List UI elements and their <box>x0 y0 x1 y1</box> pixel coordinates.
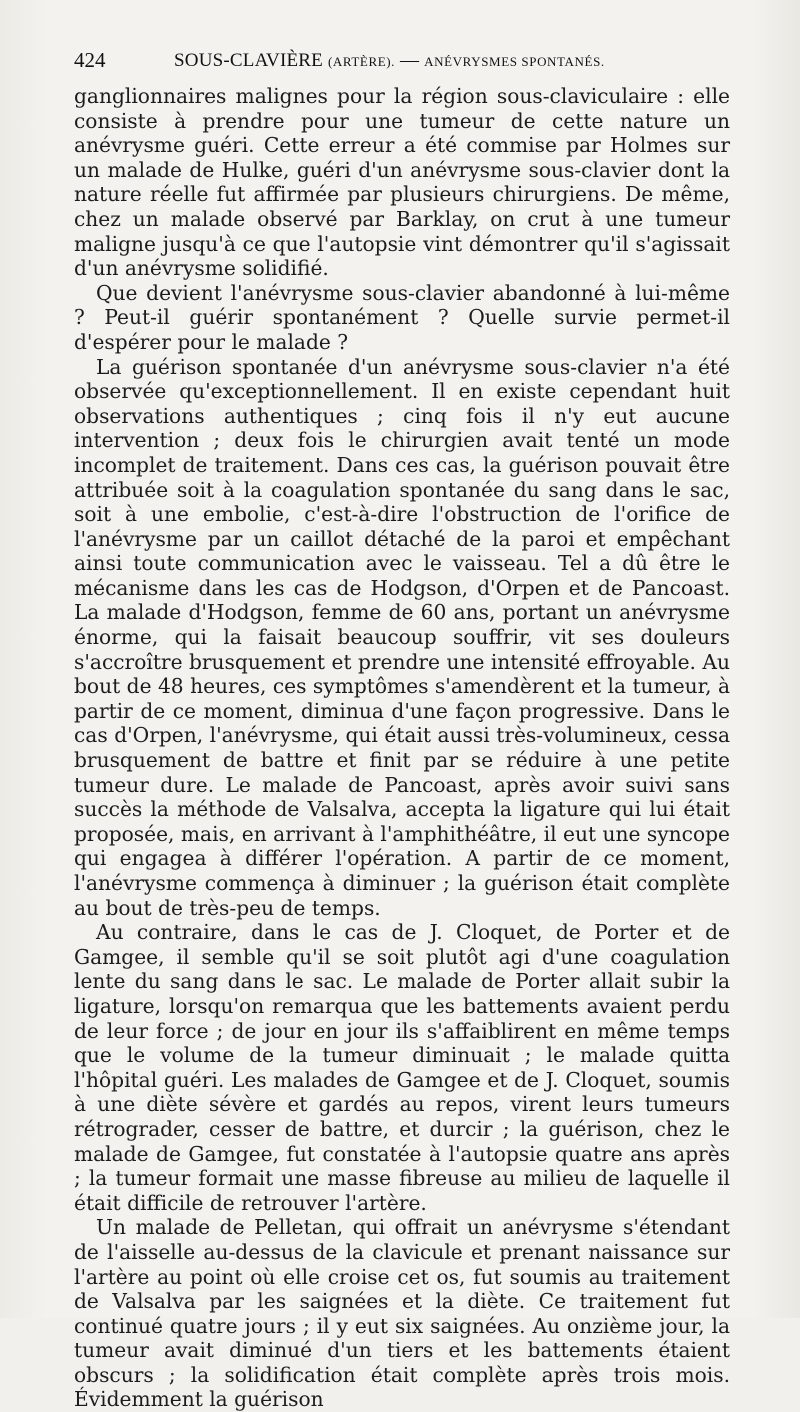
title-paren: (ARTÈRE). <box>327 54 396 69</box>
paragraph: Que devient l'anévrysme sous-clavier abandonné à lui-même ? Peut-il guérir spontanément ? Quelle survie permet-il d'espérer pour le malade ? <box>74 280 730 354</box>
running-header <box>74 48 730 76</box>
running-title <box>174 50 605 72</box>
page-number: 424 <box>74 48 106 72</box>
body-text <box>74 84 730 1412</box>
paragraph-continued: ganglionnaires malignes pour la région sous-claviculaire : elle consiste à prendre pour une tumeur de cette nature un anévrysme guéri. Cette erreur a été commise par Holmes sur un malade de Hulke, guéri d'un anévrysme sous-clavier dont la nature réelle fut affirmée par plusieurs chirurgiens. De même, chez un malade observé par Barklay, on crut à une tumeur maligne jusqu'à ce que l'autopsie vint démontrer qu'il s'agissait d'un anévrysme solidifié. <box>74 84 730 281</box>
paragraph: Un malade de Pelletan, qui offrait un anévrysme s'étendant de l'aisselle au-dessus de la clavicule et prenant naissance sur l'artère au point où elle croise cet os, fut soumis au traitement de Valsalva par les saignées et la diète. Ce traitement fut continué quatre jours ; il y eut six saignées. Au onzième jour, la tumeur avait diminué d'un tiers et les battements étaient obscurs ; la solidification était complète après trois mois. Évidemment la guérison <box>74 1215 730 1412</box>
title-main: SOUS-CLAVIÈRE <box>174 50 323 71</box>
paragraph: Au contraire, dans le cas de J. Cloquet, de Porter et de Gamgee, il semble qu'il se soit plutôt agi d'une coagulation lente du sang dans le sac. Le malade de Porter allait subir la ligature, lorsqu'on remarqua que les battements avaient perdu de leur force ; de jour en jour ils s'affaiblirent en même temps que le volume de la tumeur diminuait ; le malade quitta l'hôpital guéri. Les malades de Gamgee et de J. Cloquet, soumis à une diète sévère et gardés au repos, virent leurs tumeurs rétrograder, cesser de battre, et durcir ; la guérison, chez le malade de Gamgee, fut constatée à l'autopsie quatre ans après ; la tumeur formait une masse fibreuse au milieu de laquelle il était difficile de retrouver l'artère. <box>74 920 730 1215</box>
paragraph: La guérison spontanée d'un anévrysme sous-clavier n'a été observée qu'exceptionnellement. Il en existe cependant huit observations authentiques ; cinq fois il n'y eut aucune intervention ; deux fois le chirurgien avait tenté un mode incomplet de traitement. Dans ces cas, la guérison pouvait être attribuée soit à la coagulation spontanée du sang dans le sac, soit à une embolie, c'est-à-dire l'obstruction de l'orifice de l'anévrysme par un caillot détaché de la paroi et empêchant ainsi toute communication avec le vaisseau. Tel a dû être le mécanisme dans les cas de Hodgson, d'Orpen et de Pancoast. La malade d'Hodgson, femme de 60 ans, portant un anévrysme énorme, qui la faisait beaucoup souffrir, vit ses douleurs s'accroître brusquement et prendre une intensité effroyable. Au bout de 48 heures, ces symptômes s'amendèrent et la tumeur, à partir de ce moment, diminua d'une façon progressive. Dans le cas d'Orpen, l'anévrysme, qui était aussi très-volumineux, cessa brusquement de battre et finit par se réduire à une petite tumeur dure. Le malade de Pancoast, après avoir suivi sans succès la méthode de Valsalva, accepta la ligature qui lui était proposée, mais, en arrivant à l'amphithéâtre, il eut une syncope qui engagea à différer l'opération. A partir de ce moment, l'anévrysme commença à diminuer ; la guérison était complète au bout de très-peu de temps. <box>74 354 730 920</box>
title-section: ANÉVRYSMES SPONTANÉS. <box>424 54 605 69</box>
title-dash: — <box>400 50 420 71</box>
